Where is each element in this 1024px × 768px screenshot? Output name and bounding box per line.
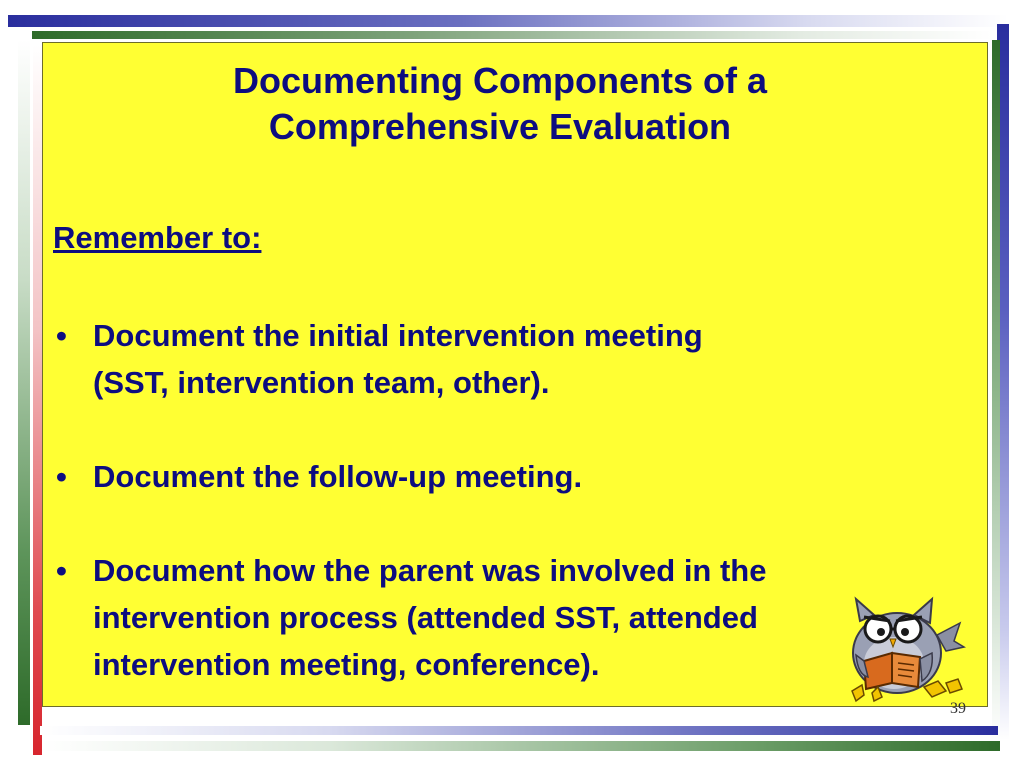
bullet-text — [93, 312, 973, 406]
bullet-text-line: Document the follow-up meeting. — [93, 459, 583, 494]
bullet-text-line: (SST, intervention team, other). — [93, 365, 550, 400]
page-number: 39 — [950, 700, 966, 717]
bullet-icon: • — [56, 318, 67, 353]
decorative-bar-bottom-green — [42, 741, 1000, 751]
slide-title — [120, 58, 880, 150]
bullet-item — [53, 453, 973, 500]
decorative-bar-left-red — [33, 45, 42, 755]
decorative-bar-left-green — [18, 40, 30, 725]
decorative-bar-top-green — [32, 31, 992, 39]
bullet-text-line: intervention meeting, conference). — [93, 647, 600, 682]
slide-title-line: Comprehensive Evaluation — [268, 106, 732, 147]
decorative-bar-right-green — [992, 40, 1000, 740]
bullet-icon: • — [56, 553, 67, 588]
bullet-text-line: intervention process (attended SST, attended — [93, 600, 758, 635]
decorative-bar-top-blue — [8, 15, 1008, 27]
bullet-icon: • — [56, 459, 67, 494]
bullet-text — [93, 547, 973, 688]
owl-reading-book-icon — [842, 595, 967, 705]
bullet-list — [53, 312, 973, 735]
bullet-text-line: Document how the parent was involved in the — [93, 553, 767, 588]
bullet-item — [53, 547, 973, 688]
remember-heading: Remember to: — [53, 220, 262, 255]
slide-title-line: Documenting Components of a — [233, 60, 767, 101]
bullet-item — [53, 312, 973, 406]
bullet-text-line: Document the initial intervention meeting — [93, 318, 703, 353]
bullet-text — [93, 453, 973, 500]
